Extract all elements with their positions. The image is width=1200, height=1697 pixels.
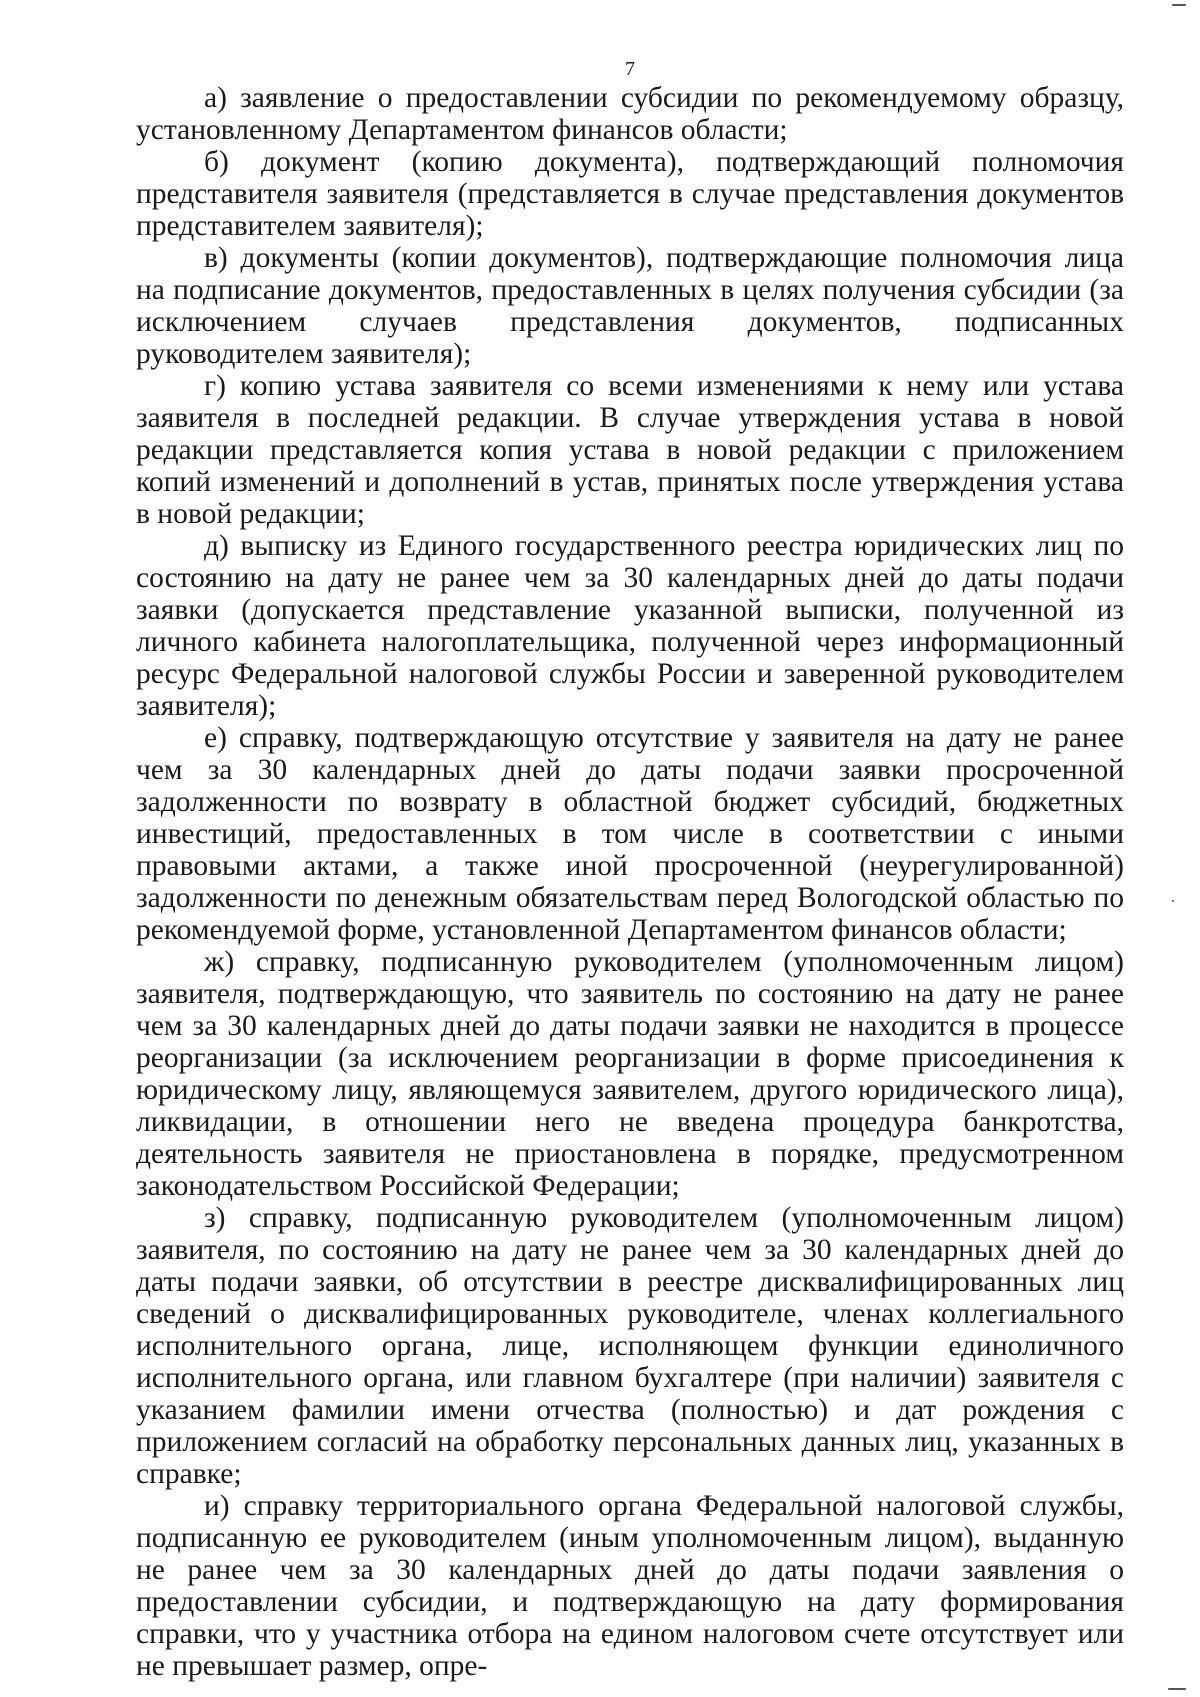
- scan-artifact: [1172, 900, 1174, 902]
- paragraph-i: и) справку территориального органа Федеральной налоговой службы, подписанную ее руководителем (иным уполномоченным лицом), выданную не ранее чем за 30 календарных дней до даты подачи заявления о предоставлении субсидии, и подтверждающую на дату формирования справки, что у участника отбора на едином налоговом счете отсутствует или не превышает размер, опре-: [136, 1490, 1124, 1682]
- paragraph-a: а) заявление о предоставлении субсидии по рекомендуемому образцу, установленному Департаментом финансов области;: [136, 82, 1124, 146]
- paragraph-e: е) справку, подтверждающую отсутствие у заявителя на дату не ранее чем за 30 календарных дней до даты подачи заявки просроченной задолженности по возврату в областной бюджет субсидий, бюджетных инвестиций, предоставленных в том числе в соответствии с иными правовыми актами, а также иной просроченной (неурегулированной) задолженности по денежным обязательствам перед Вологодской областью по рекомендуемой форме, установленной Департаментом финансов области;: [136, 722, 1124, 946]
- paragraph-v: в) документы (копии документов), подтверждающие полномочия лица на подписание документов, предоставленных в целях получения субсидии (за исключением случаев представления документов, подписанных руководителем заявителя);: [136, 242, 1124, 370]
- paragraph-g: г) копию устава заявителя со всеми изменениями к нему или устава заявителя в последней редакции. В случае утверждения устава в новой редакции представляется копия устава в новой редакции с приложением копий изменений и дополнений в устав, принятых после утверждения устава в новой редакции;: [136, 370, 1124, 530]
- document-body: [136, 82, 1124, 1682]
- paragraph-zh: ж) справку, подписанную руководителем (уполномоченным лицом) заявителя, подтверждающую, что заявитель по состоянию на дату не ранее чем за 30 календарных дней до даты подачи заявки не находится в процессе реорганизации (за исключением реорганизации в форме присоединения к юридическому лицу, являющемуся заявителем, другого юридического лица), ликвидации, в отношении него не введена процедура банкротства, деятельность заявителя не приостановлена в порядке, предусмотренном законодательством Российской Федерации;: [136, 946, 1124, 1202]
- paragraph-d: д) выписку из Единого государственного реестра юридических лиц по состоянию на дату не ранее чем за 30 календарных дней до даты подачи заявки (допускается представление указанной выписки, полученной из личного кабинета налогоплательщика, полученной через информационный ресурс Федеральной налоговой службы России и заверенной руководителем заявителя);: [136, 530, 1124, 722]
- scan-artifact: [1172, 4, 1186, 6]
- paragraph-z: з) справку, подписанную руководителем (уполномоченным лицом) заявителя, по состоянию на дату не ранее чем за 30 календарных дней до даты подачи заявки, об отсутствии в реестре дисквалифицированных лиц сведений о дисквалифицированных руководителе, членах коллегиального исполнительного органа, лице, исполняющем функции единоличного исполнительного органа, или главном бухгалтере (при наличии) заявителя с указанием фамилии имени отчества (полностью) и дат рождения с приложением согласий на обработку персональных данных лиц, указанных в справке;: [136, 1202, 1124, 1490]
- scan-artifact: [1168, 1688, 1186, 1690]
- paragraph-b: б) документ (копию документа), подтверждающий полномочия представителя заявителя (представляется в случае представления документов представителем заявителя);: [136, 146, 1124, 242]
- page-number: 7: [625, 58, 635, 80]
